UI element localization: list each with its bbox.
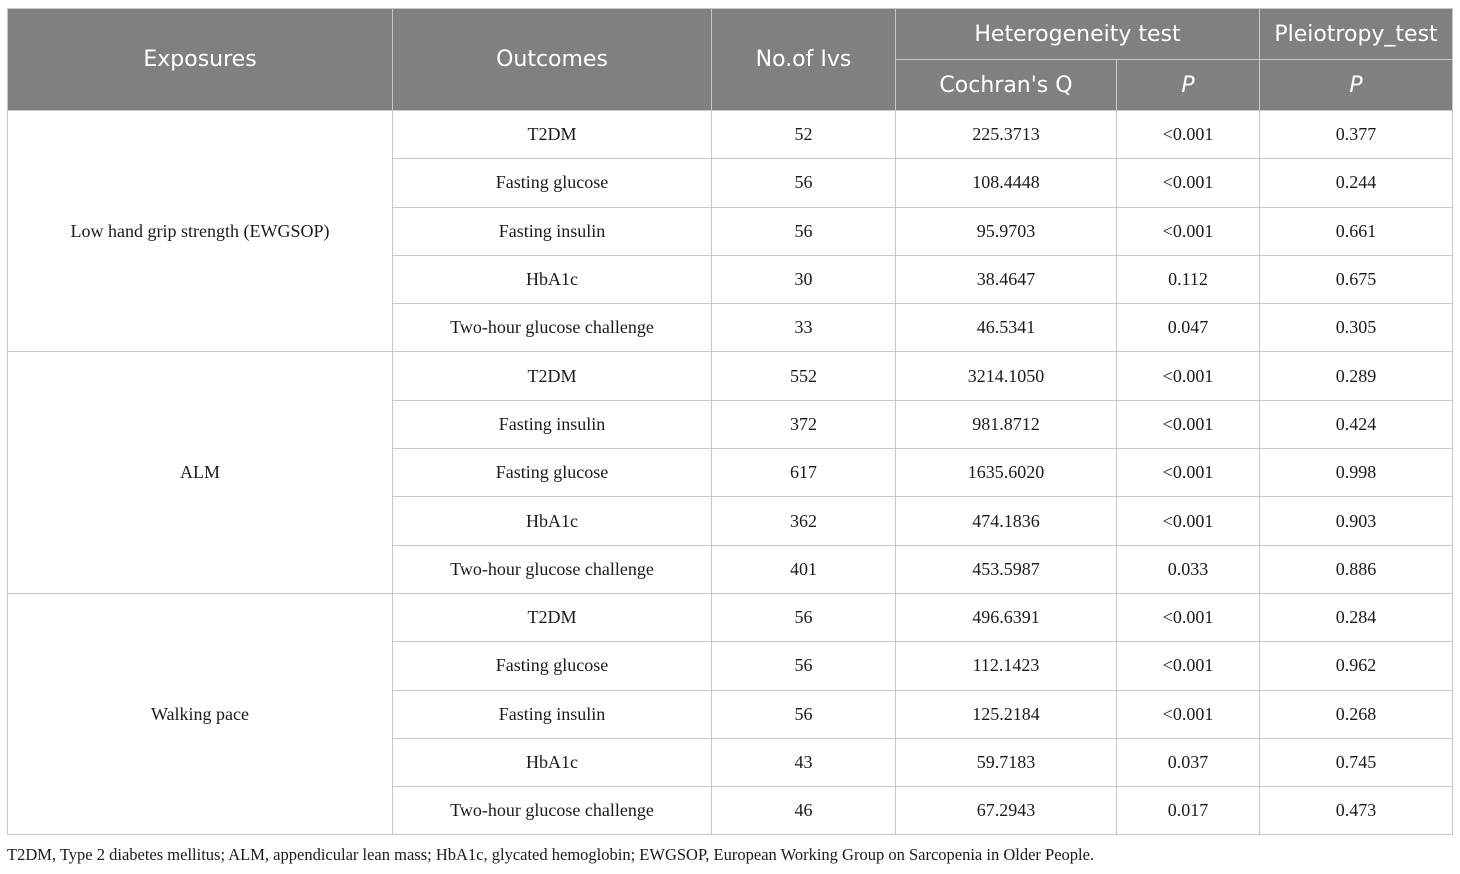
exposure-cell: Walking pace — [8, 593, 393, 834]
p-pleiotropy-cell: 0.424 — [1260, 400, 1453, 448]
ivs-cell: 56 — [712, 690, 896, 738]
p-pleiotropy-cell: 0.675 — [1260, 255, 1453, 303]
ivs-cell: 372 — [712, 400, 896, 448]
header-p-heterogeneity: P — [1117, 60, 1260, 111]
outcome-cell: HbA1c — [393, 497, 712, 545]
p-heterogeneity-cell: 0.033 — [1117, 545, 1260, 593]
exposure-cell: ALM — [8, 352, 393, 593]
p-heterogeneity-cell: 0.017 — [1117, 787, 1260, 835]
p-pleiotropy-cell: 0.745 — [1260, 738, 1453, 786]
outcome-cell: Fasting glucose — [393, 159, 712, 207]
cochrans-q-cell: 112.1423 — [896, 642, 1117, 690]
header-outcomes: Outcomes — [393, 9, 712, 111]
p-pleiotropy-cell: 0.998 — [1260, 449, 1453, 497]
cochrans-q-cell: 474.1836 — [896, 497, 1117, 545]
outcome-cell: HbA1c — [393, 738, 712, 786]
cochrans-q-cell: 125.2184 — [896, 690, 1117, 738]
header-no-of-ivs: No.of Ivs — [712, 9, 896, 111]
p-heterogeneity-cell: <0.001 — [1117, 159, 1260, 207]
cochrans-q-cell: 981.8712 — [896, 400, 1117, 448]
table-footnote: T2DM, Type 2 diabetes mellitus; ALM, appendicular lean mass; HbA1c, glycated hemoglobin; EWGSOP, European Working Group on Sarcopenia in Older People. — [7, 845, 1095, 864]
p-pleiotropy-cell: 0.244 — [1260, 159, 1453, 207]
ivs-cell: 401 — [712, 545, 896, 593]
p-heterogeneity-cell: <0.001 — [1117, 449, 1260, 497]
results-table — [7, 8, 1453, 835]
cochrans-q-cell: 1635.6020 — [896, 449, 1117, 497]
header-cochrans-q: Cochran's Q — [896, 60, 1117, 111]
outcome-cell: Fasting insulin — [393, 690, 712, 738]
p-heterogeneity-cell: <0.001 — [1117, 593, 1260, 641]
cochrans-q-cell: 496.6391 — [896, 593, 1117, 641]
p-pleiotropy-cell: 0.473 — [1260, 787, 1453, 835]
cochrans-q-cell: 67.2943 — [896, 787, 1117, 835]
p-pleiotropy-cell: 0.284 — [1260, 593, 1453, 641]
ivs-cell: 52 — [712, 111, 896, 159]
table-header — [8, 9, 1453, 111]
cochrans-q-cell: 225.3713 — [896, 111, 1117, 159]
outcome-cell: Two-hour glucose challenge — [393, 304, 712, 352]
outcome-cell: T2DM — [393, 352, 712, 400]
table-row — [8, 352, 1453, 400]
p-pleiotropy-cell: 0.661 — [1260, 207, 1453, 255]
cochrans-q-cell: 59.7183 — [896, 738, 1117, 786]
ivs-cell: 56 — [712, 207, 896, 255]
outcome-cell: Two-hour glucose challenge — [393, 787, 712, 835]
outcome-cell: Fasting insulin — [393, 400, 712, 448]
ivs-cell: 56 — [712, 159, 896, 207]
p-pleiotropy-cell: 0.377 — [1260, 111, 1453, 159]
cochrans-q-cell: 108.4448 — [896, 159, 1117, 207]
p-heterogeneity-cell: 0.047 — [1117, 304, 1260, 352]
header-pleiotropy-test: Pleiotropy_test — [1260, 9, 1453, 60]
header-p-pleiotropy: P — [1260, 60, 1453, 111]
p-pleiotropy-cell: 0.886 — [1260, 545, 1453, 593]
cochrans-q-cell: 46.5341 — [896, 304, 1117, 352]
outcome-cell: Fasting glucose — [393, 449, 712, 497]
outcome-cell: Fasting glucose — [393, 642, 712, 690]
p-pleiotropy-cell: 0.903 — [1260, 497, 1453, 545]
outcome-cell: Fasting insulin — [393, 207, 712, 255]
cochrans-q-cell: 453.5987 — [896, 545, 1117, 593]
ivs-cell: 56 — [712, 593, 896, 641]
p-heterogeneity-cell: <0.001 — [1117, 111, 1260, 159]
ivs-cell: 362 — [712, 497, 896, 545]
header-exposures: Exposures — [8, 9, 393, 111]
p-heterogeneity-cell: <0.001 — [1117, 352, 1260, 400]
ivs-cell: 617 — [712, 449, 896, 497]
p-heterogeneity-cell: <0.001 — [1117, 497, 1260, 545]
outcome-cell: T2DM — [393, 111, 712, 159]
exposure-cell: Low hand grip strength (EWGSOP) — [8, 111, 393, 352]
outcome-cell: T2DM — [393, 593, 712, 641]
ivs-cell: 30 — [712, 255, 896, 303]
ivs-cell: 56 — [712, 642, 896, 690]
cochrans-q-cell: 38.4647 — [896, 255, 1117, 303]
outcome-cell: HbA1c — [393, 255, 712, 303]
outcome-cell: Two-hour glucose challenge — [393, 545, 712, 593]
p-pleiotropy-cell: 0.305 — [1260, 304, 1453, 352]
p-pleiotropy-cell: 0.268 — [1260, 690, 1453, 738]
header-heterogeneity-test: Heterogeneity test — [896, 9, 1260, 60]
table-body — [8, 111, 1453, 835]
header-row-1 — [8, 9, 1453, 60]
p-heterogeneity-cell: 0.037 — [1117, 738, 1260, 786]
p-heterogeneity-cell: <0.001 — [1117, 642, 1260, 690]
p-pleiotropy-cell: 0.289 — [1260, 352, 1453, 400]
table-row — [8, 111, 1453, 159]
ivs-cell: 552 — [712, 352, 896, 400]
p-pleiotropy-cell: 0.962 — [1260, 642, 1453, 690]
p-heterogeneity-cell: <0.001 — [1117, 400, 1260, 448]
p-heterogeneity-cell: <0.001 — [1117, 690, 1260, 738]
ivs-cell: 46 — [712, 787, 896, 835]
p-heterogeneity-cell: 0.112 — [1117, 255, 1260, 303]
cochrans-q-cell: 3214.1050 — [896, 352, 1117, 400]
table-row — [8, 593, 1453, 641]
p-heterogeneity-cell: <0.001 — [1117, 207, 1260, 255]
cochrans-q-cell: 95.9703 — [896, 207, 1117, 255]
ivs-cell: 43 — [712, 738, 896, 786]
ivs-cell: 33 — [712, 304, 896, 352]
